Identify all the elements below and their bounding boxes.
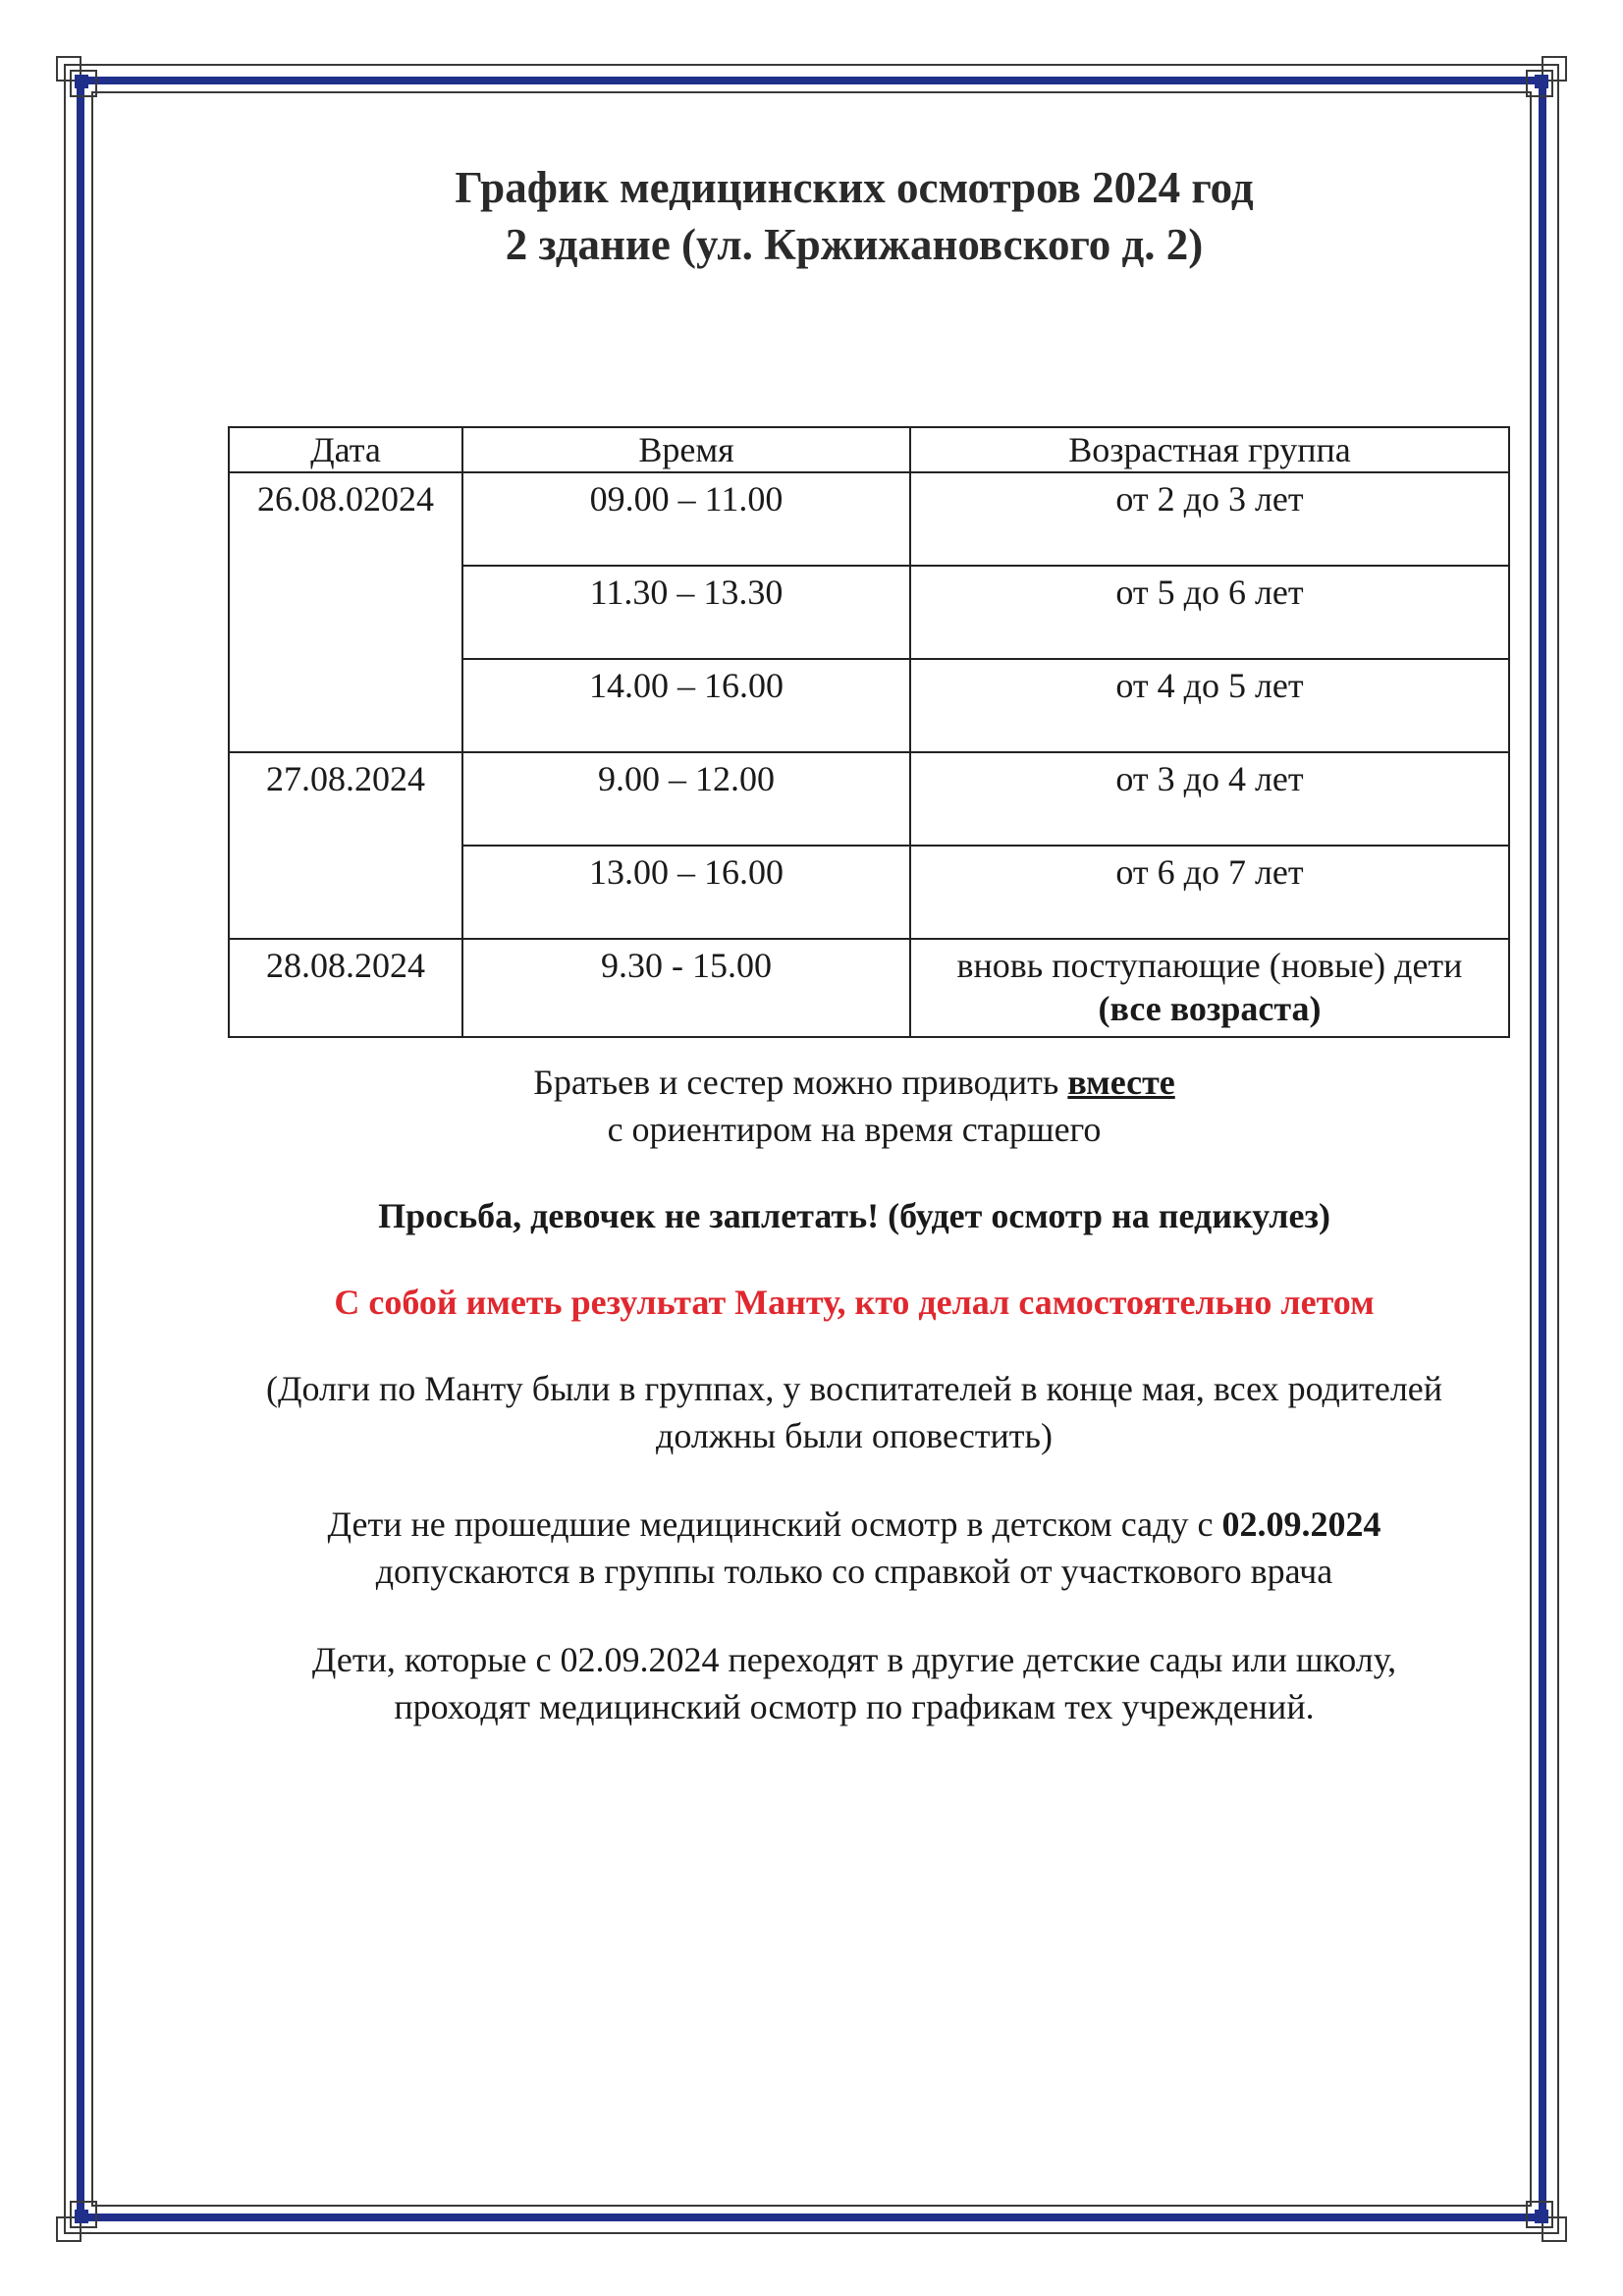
schedule-table — [228, 426, 1510, 1038]
notes-section — [196, 1059, 1512, 1730]
header-date: Дата — [229, 427, 462, 472]
age-group-cell: от 2 до 3 лет — [910, 472, 1509, 566]
time-cell: 9.00 – 12.00 — [462, 752, 910, 846]
header-time: Время — [462, 427, 910, 472]
braids-note: Просьба, девочек не заплетать! (будет осмотр на педикулез) — [378, 1196, 1330, 1235]
age-group-cell — [910, 939, 1509, 1037]
time-cell: 13.00 – 16.00 — [462, 846, 910, 939]
title-line-1: График медицинских осмотров 2024 год — [455, 163, 1254, 212]
time-cell: 14.00 – 16.00 — [462, 659, 910, 752]
title-line-2: 2 здание (ул. Кржижановского д. 2) — [505, 220, 1204, 269]
age-group-cell: от 5 до 6 лет — [910, 566, 1509, 659]
siblings-emphasis: вместе — [1067, 1063, 1175, 1102]
admission-text: Дети не прошедшие медицинский осмотр в детском саду с — [327, 1504, 1222, 1544]
siblings-note — [196, 1059, 1512, 1106]
table-header-row — [229, 427, 1509, 472]
debts-note-line-1: (Долги по Манту были в группах, у воспитателей в конце мая, всех родителей — [265, 1369, 1443, 1408]
transfer-note-line-2: проходят медицинский осмотр по графикам тех учреждений. — [394, 1687, 1315, 1726]
age-group-text: вновь поступающие (новые) дети — [956, 946, 1463, 985]
document-title — [196, 159, 1512, 273]
time-cell: 9.30 - 15.00 — [462, 939, 910, 1037]
date-cell: 27.08.2024 — [229, 752, 462, 939]
mantoux-alert: С собой иметь результат Манту, кто делал самостоятельно летом — [334, 1283, 1375, 1322]
admission-note — [196, 1501, 1512, 1548]
debts-note-line-2: должны были оповестить) — [656, 1416, 1053, 1455]
time-cell: 11.30 – 13.30 — [462, 566, 910, 659]
age-group-cell: от 6 до 7 лет — [910, 846, 1509, 939]
header-age-group: Возрастная группа — [910, 427, 1509, 472]
admission-date: 02.09.2024 — [1221, 1504, 1381, 1544]
admission-note-line-2: допускаются в группы только со справкой от участкового врача — [375, 1552, 1333, 1591]
table-row — [229, 939, 1509, 1037]
age-group-cell: от 3 до 4 лет — [910, 752, 1509, 846]
age-group-cell: от 4 до 5 лет — [910, 659, 1509, 752]
transfer-note-line-1: Дети, которые с 02.09.2024 переходят в другие детские сады или школу, — [311, 1640, 1397, 1679]
table-row — [229, 472, 1509, 566]
age-group-subtext: (все возраста) — [1098, 989, 1322, 1028]
siblings-note-line-2: с ориентиром на время старшего — [607, 1110, 1102, 1149]
table-row — [229, 752, 1509, 846]
siblings-text: Братьев и сестер можно приводить — [533, 1063, 1068, 1102]
time-cell: 09.00 – 11.00 — [462, 472, 910, 566]
date-cell: 28.08.2024 — [229, 939, 462, 1037]
date-cell: 26.08.02024 — [229, 472, 462, 752]
